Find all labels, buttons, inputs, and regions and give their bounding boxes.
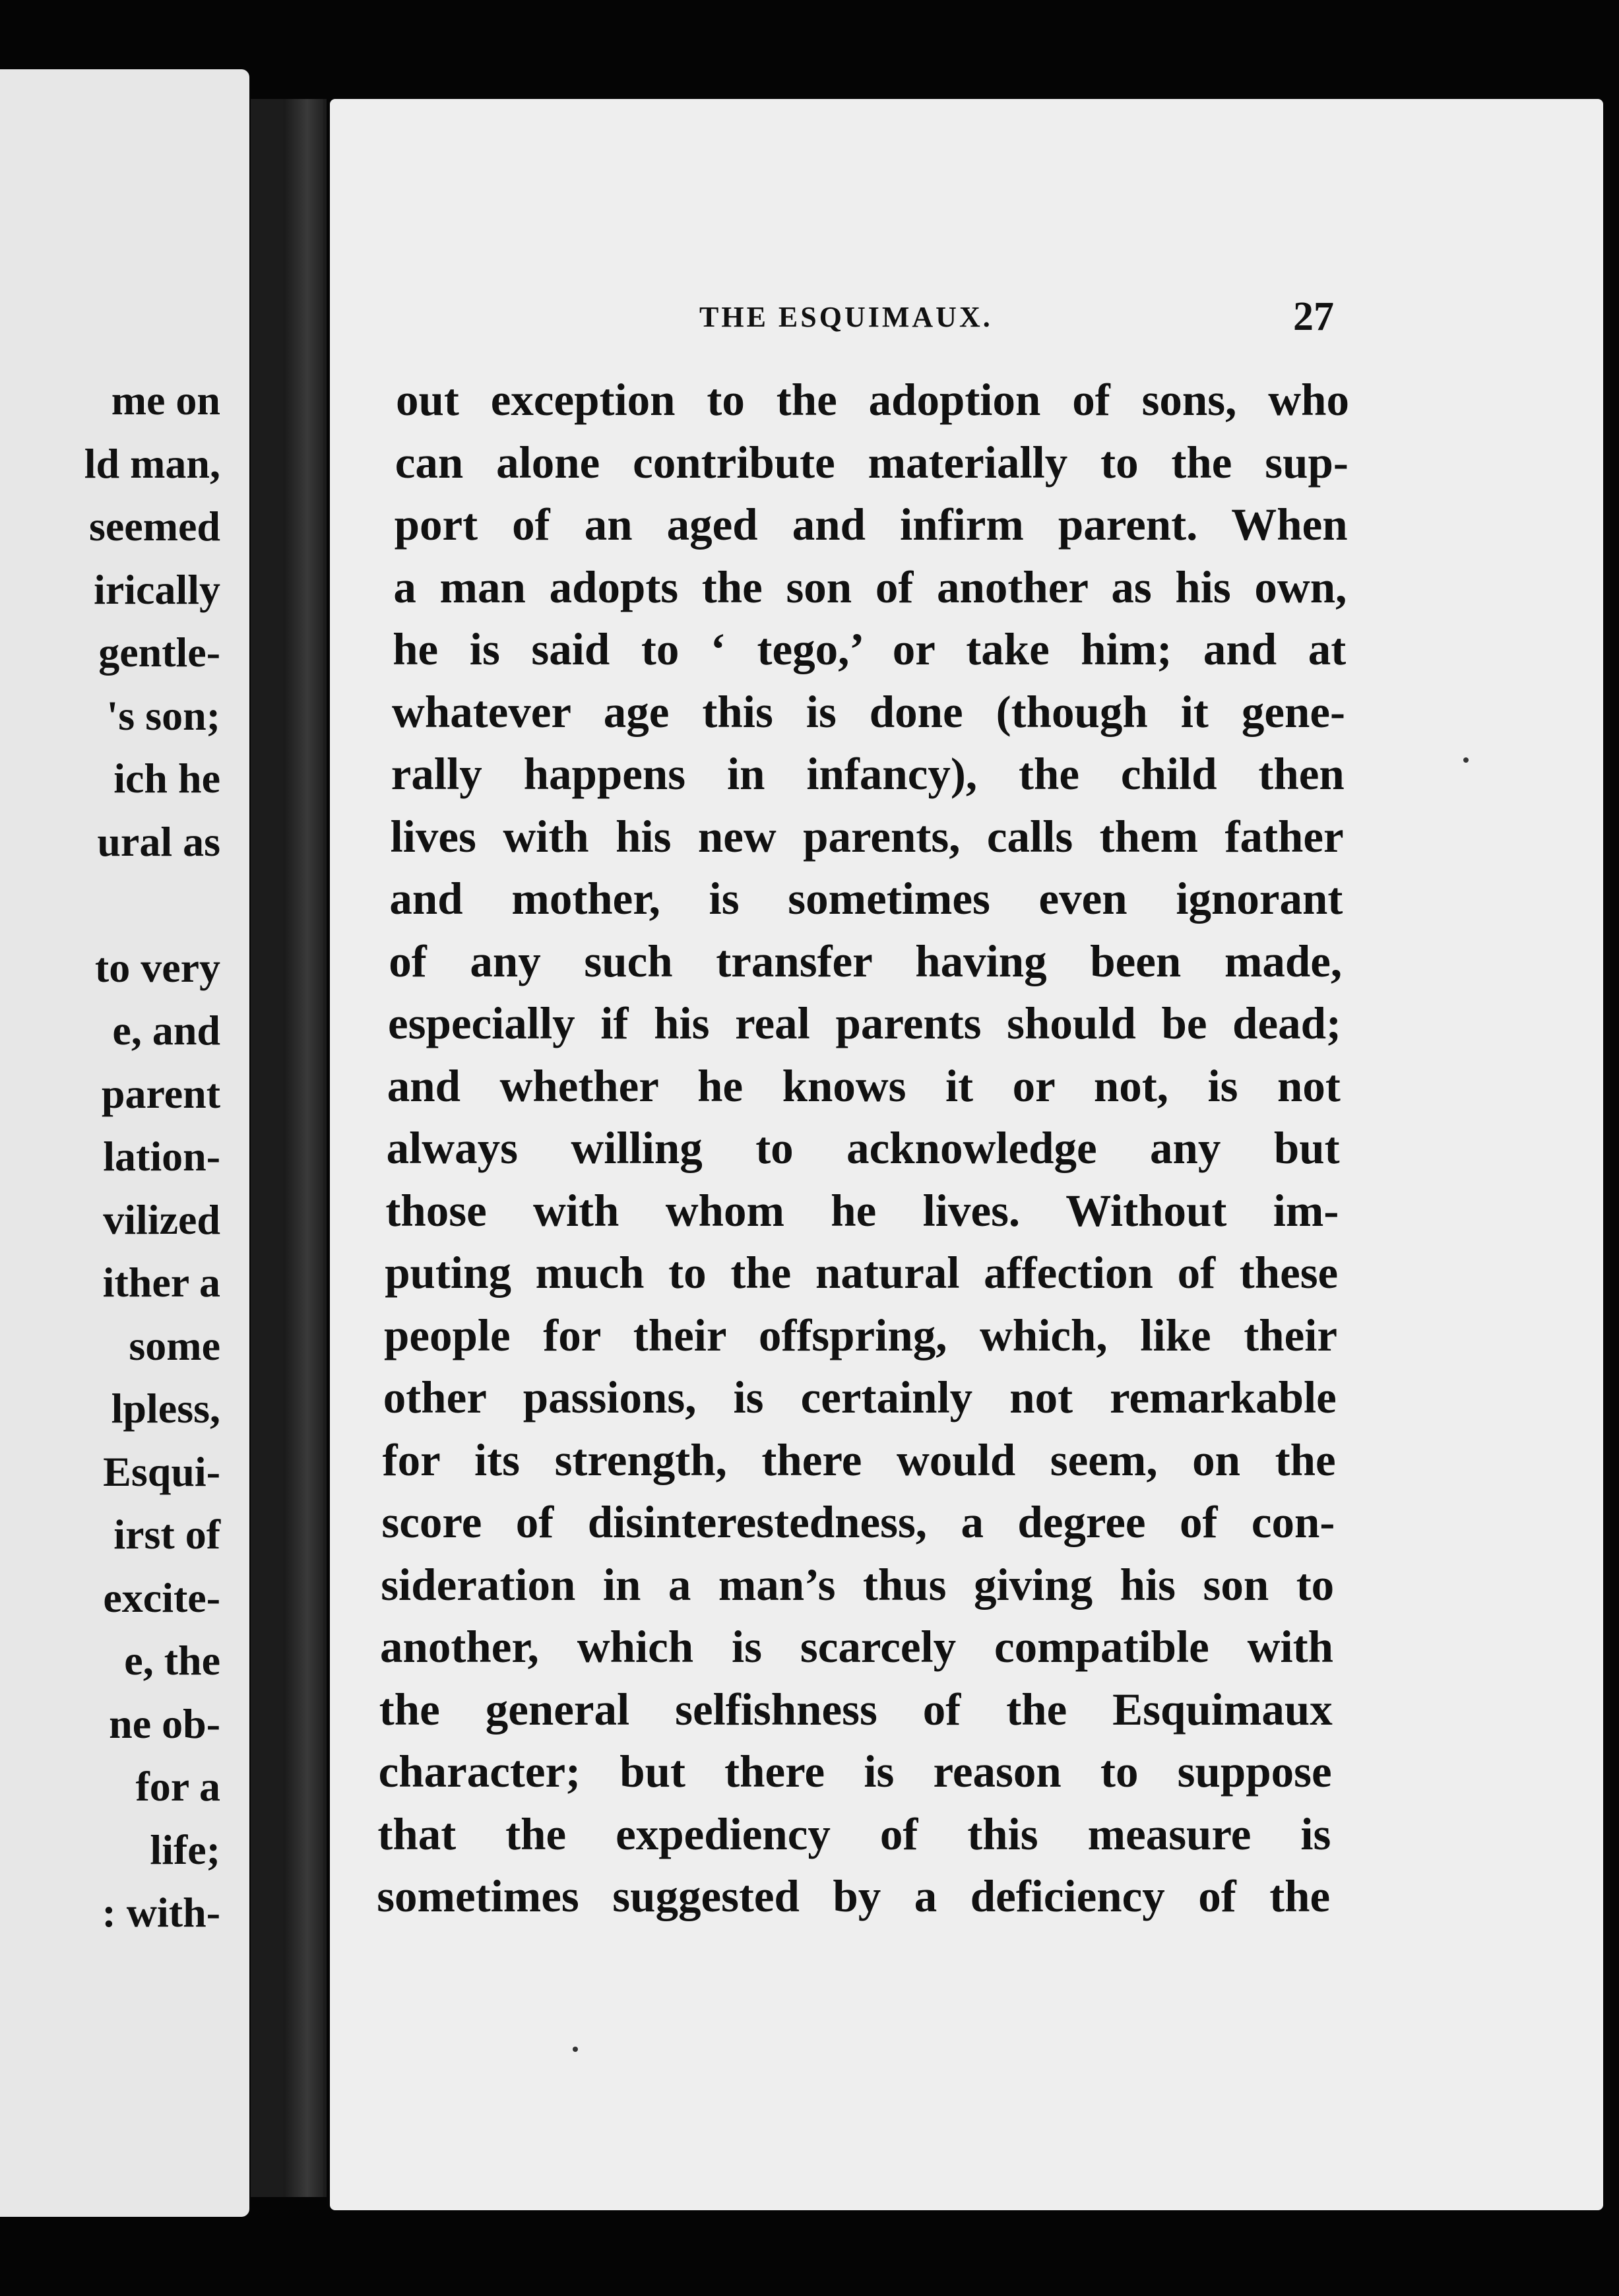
- body-line: character; but there is reason to suppose: [378, 1746, 1332, 1797]
- left-page-line: e, the: [124, 1637, 220, 1684]
- book-gutter-shadow: [284, 99, 323, 2197]
- left-page-line: ld man,: [84, 439, 220, 487]
- left-page-line: e, and: [112, 1007, 220, 1054]
- left-page-line: ural as: [97, 817, 220, 865]
- left-page-line: irst of: [113, 1511, 220, 1558]
- body-line: of any such transfer having been made,: [389, 936, 1343, 986]
- left-page-line: for a: [135, 1763, 220, 1810]
- body-line: those with whom he lives. Without im-: [385, 1185, 1339, 1236]
- body-line: always willing to acknowledge any but: [386, 1123, 1340, 1173]
- body-line: especially if his real parents should be dead;: [388, 998, 1341, 1048]
- body-line: puting much to the natural affection of these: [385, 1248, 1339, 1298]
- speck: [573, 2047, 578, 2052]
- left-page-line: ither a: [102, 1259, 220, 1306]
- left-page-line: Esqui-: [103, 1448, 220, 1495]
- left-page-line: irically: [94, 565, 220, 613]
- body-line: and mother, is sometimes even ignorant: [389, 874, 1343, 924]
- running-head: THE ESQUIMAUX.: [699, 301, 993, 333]
- left-page-line: lpless,: [111, 1385, 220, 1432]
- body-line: sideration in a man’s thus giving his son to: [381, 1559, 1335, 1610]
- left-page-line: vilized: [103, 1196, 220, 1243]
- body-line: other passions, is certainly not remarkable: [383, 1372, 1337, 1422]
- body-line: a man adopts the son of another as his own,: [393, 561, 1347, 612]
- left-page-line: excite-: [103, 1574, 220, 1621]
- body-line: lives with his new parents, calls them father: [390, 811, 1344, 862]
- body-line: score of disinterestedness, a degree of con-: [381, 1497, 1335, 1547]
- page-number: 27: [1293, 294, 1334, 339]
- speck: [1463, 757, 1469, 763]
- left-page-line: gentle-: [98, 629, 220, 676]
- body-line: rally happens in infancy), the child then: [391, 749, 1345, 799]
- left-page-line: seemed: [88, 503, 220, 550]
- body-line: for its strength, there would seem, on the: [382, 1434, 1336, 1485]
- left-page: [0, 69, 249, 2217]
- left-page-line: lation-: [103, 1133, 220, 1180]
- body-line: the general selfishness of the Esquimaux: [379, 1684, 1333, 1735]
- body-line: and whether he knows it or not, is not: [387, 1060, 1341, 1111]
- left-page-line: : with-: [102, 1889, 220, 1936]
- left-page-line: ne ob-: [109, 1700, 220, 1747]
- left-page-line: life;: [150, 1826, 220, 1873]
- body-line: can alone contribute materially to the sup-: [395, 437, 1349, 488]
- body-line: sometimes suggested by a deficiency of the: [377, 1871, 1331, 1921]
- left-page-line: ich he: [113, 755, 220, 802]
- left-page-line: me on: [111, 377, 220, 424]
- left-page-line: 's son;: [106, 691, 220, 739]
- body-line: another, which is scarcely compatible with: [380, 1622, 1333, 1672]
- body-line: he is said to ‘ tego,’ or take him; and at: [393, 624, 1347, 674]
- left-page-line: to very: [94, 943, 220, 991]
- body-line: that the expediency of this measure is: [377, 1808, 1331, 1859]
- body-line: out exception to the adoption of sons, who: [396, 375, 1349, 425]
- left-page-line: parent: [101, 1069, 220, 1117]
- body-line: whatever age this is done (though it gene-: [392, 686, 1345, 737]
- body-line: people for their offspring, which, like their: [384, 1310, 1337, 1360]
- body-line: port of an aged and infirm parent. When: [394, 499, 1348, 550]
- left-page-line: some: [129, 1322, 220, 1369]
